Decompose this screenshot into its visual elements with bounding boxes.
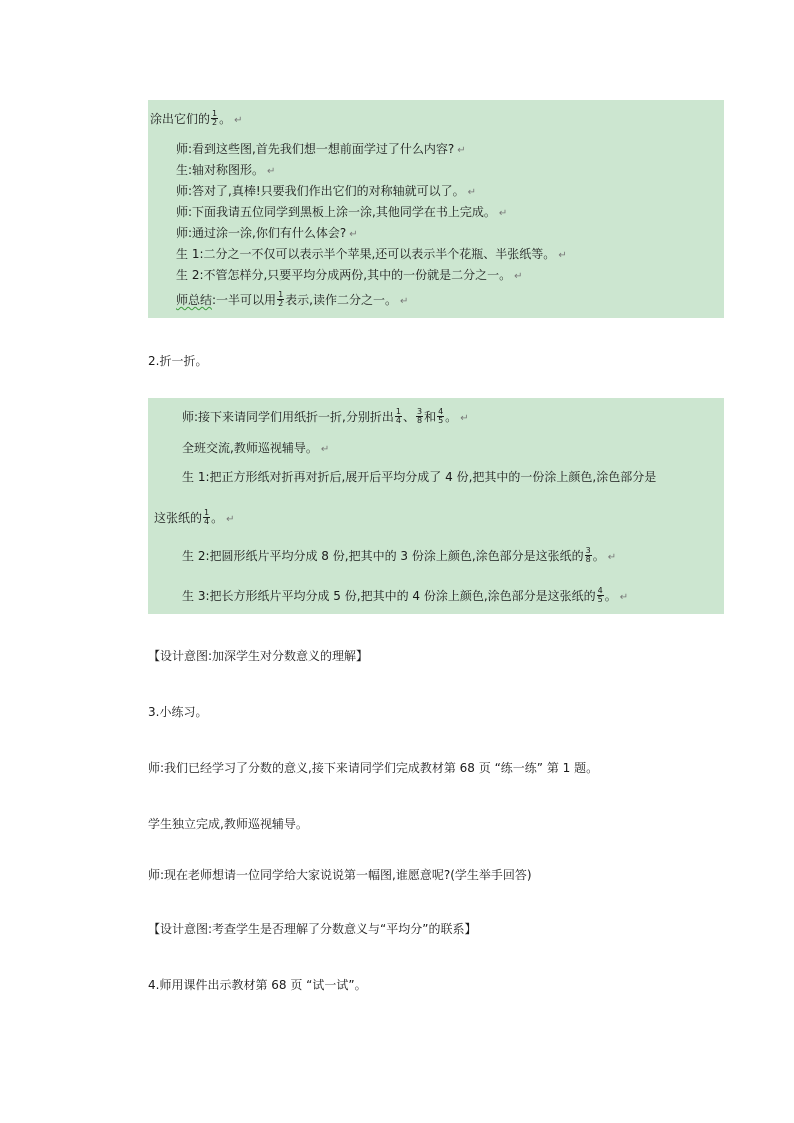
- paragraph-2: 学生独立完成,教师巡视辅导。: [148, 817, 308, 831]
- paragraph-mark-icon: ↵: [320, 444, 330, 455]
- paragraph-mark-icon: ↵: [399, 296, 409, 307]
- paragraph-mark-icon: ↵: [467, 187, 477, 198]
- box1-line-7: 生 2:不管怎样分,只要平均分成两份,其中的一份就是二分之一。 ↵: [176, 268, 523, 282]
- paragraph-mark-icon: ↵: [460, 413, 469, 424]
- paragraph-mark-icon: ↵: [607, 552, 617, 563]
- paragraph-mark-icon: ↵: [498, 208, 508, 219]
- fraction-four-fifths: $\frac{4}{5}$: [597, 586, 603, 604]
- box1-summary: 师总结:一半可以用 $\frac{1}{2}$ 表示,读作二分之一。 ↵: [176, 290, 409, 308]
- box2-line-2: 全班交流,教师巡视辅导。 ↵: [182, 441, 330, 455]
- green-box-1: [148, 100, 724, 318]
- fraction-one-quarter: $\frac{1}{4}$: [395, 407, 401, 425]
- green-box-2: [148, 398, 724, 614]
- box1-line-0: 涂出它们的 $\frac{1}{2}$ 。 ↵: [150, 109, 243, 127]
- section-2-title: 2.折一折。: [148, 354, 208, 368]
- fraction-three-eighths: $\frac{3}{8}$: [585, 546, 591, 564]
- fraction-one-half: $\frac{1}{2}$: [278, 290, 284, 308]
- spellcheck-underlined-word: 师总结: [176, 293, 213, 307]
- box1-line-3: 师:答对了,真棒!只要我们作出它们的对称轴就可以了。 ↵: [176, 184, 477, 198]
- paragraph-mark-icon: ↵: [514, 271, 523, 282]
- box1-line-2: 生:轴对称图形。 ↵: [176, 163, 276, 177]
- box2-line-4: 这张纸的 $\frac{1}{4}$ 。 ↵: [154, 508, 235, 526]
- design-intent-2: 【设计意图:考查学生是否理解了分数意义与“平均分”的联系】: [148, 922, 477, 936]
- box1-line-6: 生 1:二分之一不仅可以表示半个苹果,还可以表示半个花瓶、半张纸等。 ↵: [176, 247, 567, 261]
- fraction-one-half: $\frac{1}{2}$: [212, 109, 218, 127]
- paragraph-3: 师:现在老师想请一位同学给大家说说第一幅图,谁愿意呢?(学生举手回答): [148, 868, 532, 882]
- paragraph-mark-icon: ↵: [349, 229, 358, 240]
- box2-line-3: 生 1:把正方形纸对折再对折后,展开后平均分成了 4 份,把其中的一份涂上颜色,涂色部分是: [182, 470, 657, 484]
- box2-line-5: 生 2:把圆形纸片平均分成 8 份,把其中的 3 份涂上颜色,涂色部分是这张纸的 $\frac{3}{8}$ 。 ↵: [182, 546, 617, 564]
- paragraph-mark-icon: ↵: [457, 145, 466, 156]
- fraction-three-eighths: $\frac{3}{8}$: [416, 407, 423, 425]
- paragraph-mark-icon: ↵: [619, 592, 629, 603]
- paragraph-1: 师:我们已经学习了分数的意义,接下来请同学们完成教材第 68 页 “练一练” 第 1 题。: [148, 761, 599, 775]
- section-4-title: 4.师用课件出示教材第 68 页 “试一试”。: [148, 978, 367, 992]
- paragraph-mark-icon: ↵: [558, 250, 567, 261]
- paragraph-mark-icon: ↵: [226, 514, 235, 525]
- fraction-four-fifths: $\frac{4}{5}$: [438, 407, 444, 425]
- paragraph-mark-icon: ↵: [234, 115, 243, 126]
- design-intent-1: 【设计意图:加深学生对分数意义的理解】: [148, 649, 369, 663]
- box2-line-1: 师:接下来请同学们用纸折一折,分别折出 $\frac{1}{4}$ 、 $\frac{3}{8}$ 和 $\frac{4}{5}$ 。 ↵: [182, 407, 469, 425]
- fraction-one-quarter: $\frac{1}{4}$: [204, 508, 210, 526]
- section-3-title: 3.小练习。: [148, 705, 208, 719]
- box1-line-4: 师:下面我请五位同学到黑板上涂一涂,其他同学在书上完成。 ↵: [176, 205, 508, 219]
- box1-line-5: 师:通过涂一涂,你们有什么体会? ↵: [176, 226, 358, 240]
- box2-line-6: 生 3:把长方形纸片平均分成 5 份,把其中的 4 份涂上颜色,涂色部分是这张纸的 $\frac{4}{5}$ 。 ↵: [182, 586, 629, 604]
- paragraph-mark-icon: ↵: [267, 166, 276, 177]
- box1-line-1: 师:看到这些图,首先我们想一想前面学过了什么内容? ↵: [176, 142, 466, 156]
